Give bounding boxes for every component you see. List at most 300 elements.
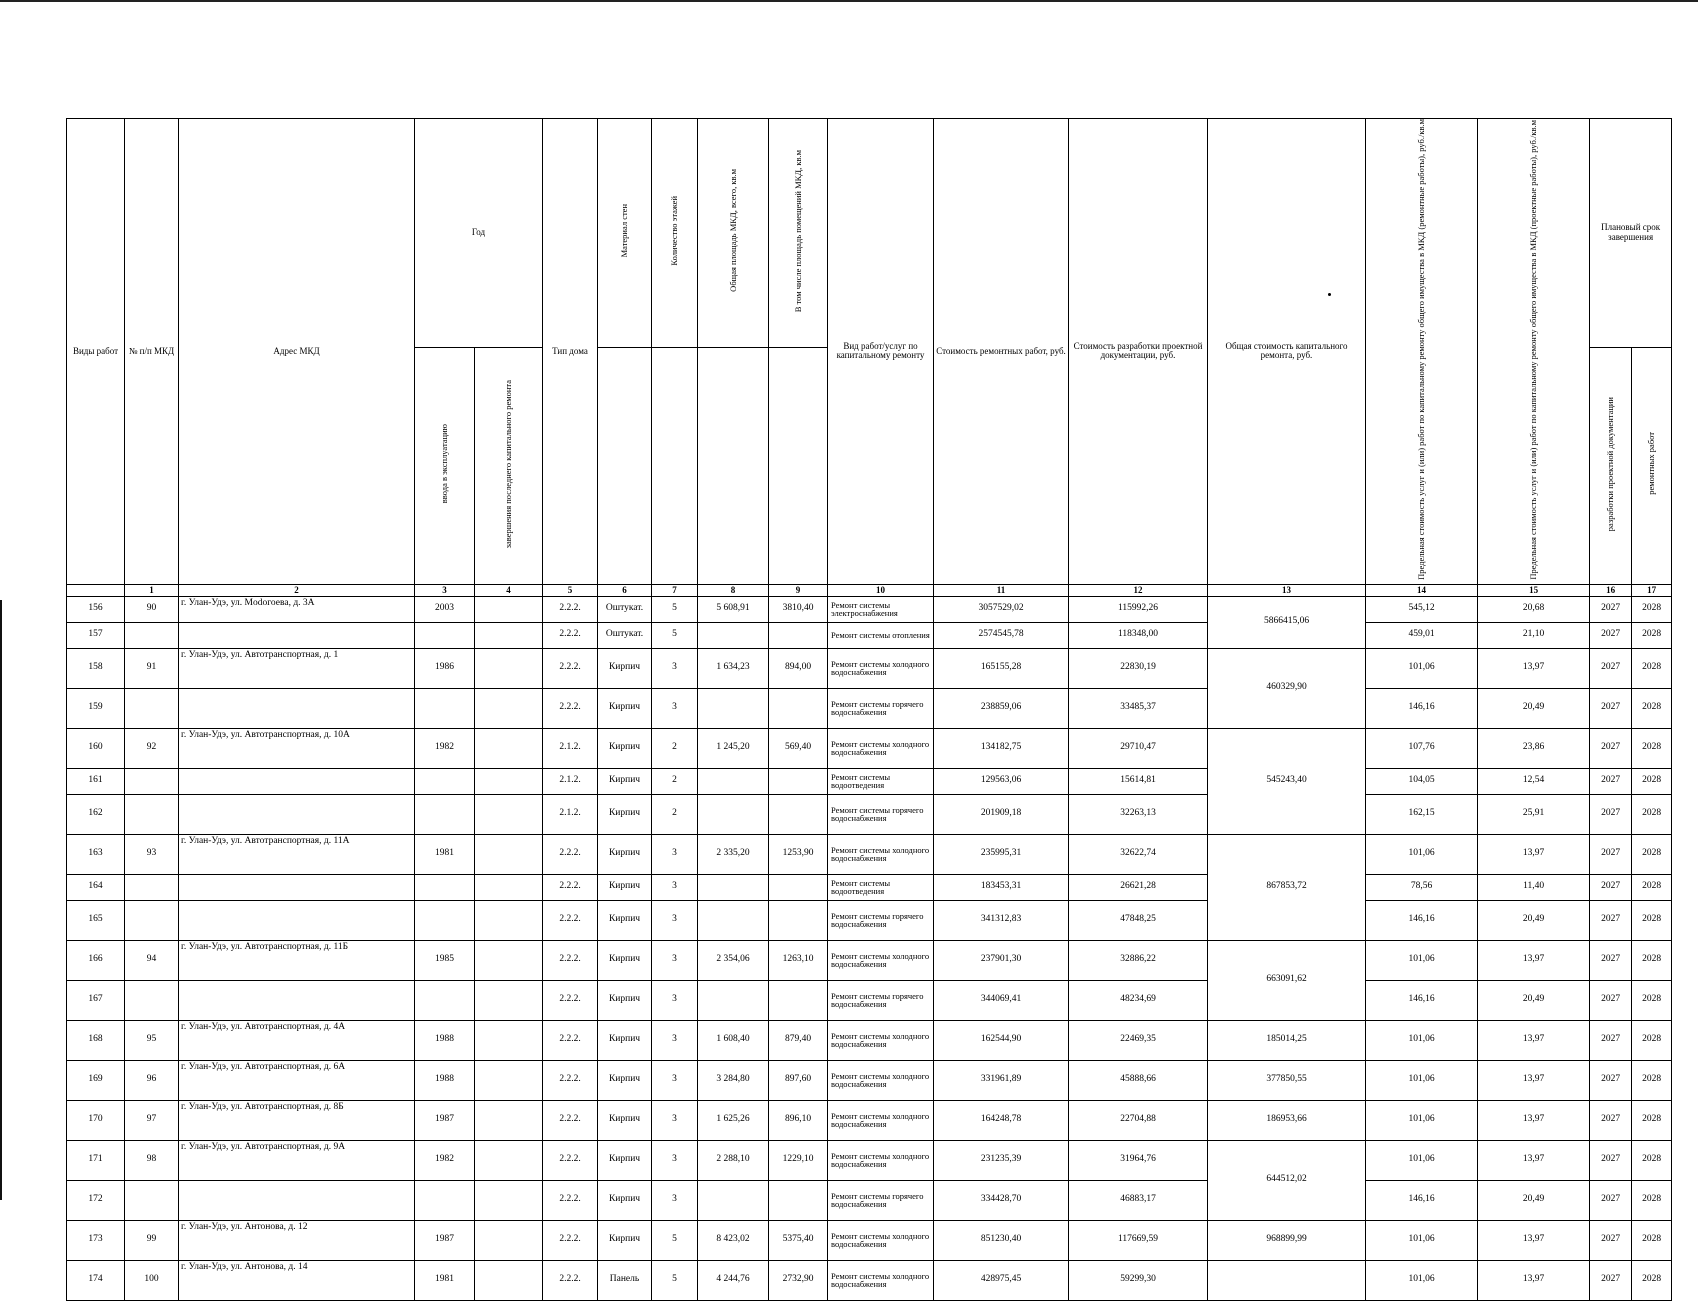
table-row — [67, 940, 1672, 980]
last-repair-cell — [475, 794, 543, 834]
total-cost-cell: 968899,99 — [1208, 1220, 1366, 1260]
year-built-cell — [415, 622, 475, 648]
row-number-cell: 167 — [67, 980, 125, 1020]
premises-area-cell: 569,40 — [769, 728, 828, 768]
deadline-design-cell: 2027 — [1590, 596, 1632, 622]
limit-repair-cell: 101,06 — [1366, 1220, 1478, 1260]
table-row — [67, 688, 1672, 728]
work-type-cell: Ремонт системы холодного водоснабжения — [828, 1060, 934, 1100]
year-built-cell: 2003 — [415, 596, 475, 622]
year-built-cell: 1982 — [415, 1140, 475, 1180]
wall-material-cell: Панель — [598, 1260, 652, 1300]
limit-design-cell: 13,97 — [1478, 1060, 1590, 1100]
last-repair-cell — [475, 900, 543, 940]
premises-area-cell — [769, 980, 828, 1020]
address-cell: г. Улан-Удэ, ул. Modогоева, д. 3А — [179, 596, 415, 622]
deadline-design-cell: 2027 — [1590, 1060, 1632, 1100]
deadline-repair-cell: 2028 — [1632, 980, 1672, 1020]
deadline-design-cell: 2027 — [1590, 980, 1632, 1020]
header-pred-proekt-cell — [1478, 119, 1590, 585]
col-num: 8 — [698, 584, 769, 596]
floors-cell: 3 — [652, 1060, 698, 1100]
deadline-repair-cell: 2028 — [1632, 1260, 1672, 1300]
table-row — [67, 648, 1672, 688]
address-cell: г. Улан-Удэ, ул. Автотранспортная, д. 4А — [179, 1020, 415, 1060]
deadline-design-cell: 2027 — [1590, 834, 1632, 874]
deadline-repair-cell: 2028 — [1632, 794, 1672, 834]
header-god-vvoda: ввода в эксплуатацию — [439, 424, 450, 504]
work-type-cell: Ремонт системы горячего водоснабжения — [828, 1180, 934, 1220]
deadline-repair-cell: 2028 — [1632, 648, 1672, 688]
table-row — [67, 596, 1672, 622]
floors-cell: 3 — [652, 1140, 698, 1180]
row-number-cell: 169 — [67, 1060, 125, 1100]
limit-design-cell: 25,91 — [1478, 794, 1590, 834]
total-area-cell: 1 245,20 — [698, 728, 769, 768]
deadline-repair-cell: 2028 — [1632, 900, 1672, 940]
deadline-design-cell: 2027 — [1590, 622, 1632, 648]
mkd-number-cell: 100 — [125, 1260, 179, 1300]
floors-cell: 3 — [652, 1100, 698, 1140]
total-area-cell — [698, 688, 769, 728]
total-area-cell: 1 608,40 — [698, 1020, 769, 1060]
limit-repair-cell: 146,16 — [1366, 688, 1478, 728]
limit-design-cell: 20,49 — [1478, 1180, 1590, 1220]
address-cell: г. Улан-Удэ, ул. Автотранспортная, д. 11Б — [179, 940, 415, 980]
total-area-cell — [698, 900, 769, 940]
col-num: 3 — [415, 584, 475, 596]
header-pred-remont-cell — [1366, 119, 1478, 585]
table-row — [67, 834, 1672, 874]
design-cost-cell: 32622,74 — [1069, 834, 1208, 874]
work-type-cell: Ремонт системы горячего водоснабжения — [828, 900, 934, 940]
floors-cell: 3 — [652, 900, 698, 940]
design-cost-cell: 33485,37 — [1069, 688, 1208, 728]
wall-material-cell: Кирпич — [598, 940, 652, 980]
limit-design-cell: 23,86 — [1478, 728, 1590, 768]
last-repair-cell — [475, 834, 543, 874]
wall-material-cell: Кирпич — [598, 980, 652, 1020]
last-repair-cell — [475, 940, 543, 980]
address-cell — [179, 980, 415, 1020]
deadline-repair-cell: 2028 — [1632, 768, 1672, 794]
header-srok-proekt: разработки проектной документации — [1605, 396, 1616, 531]
last-repair-cell — [475, 1220, 543, 1260]
repair-cost-cell: 201909,18 — [934, 794, 1069, 834]
limit-design-cell: 13,97 — [1478, 834, 1590, 874]
address-cell: г. Улан-Удэ, ул. Антонова, д. 12 — [179, 1220, 415, 1260]
header-stoim-proekt: Стоимость разработки проектной документации, руб. — [1069, 119, 1208, 585]
house-type-cell: 2.2.2. — [543, 834, 598, 874]
address-cell: г. Улан-Удэ, ул. Автотранспортная, д. 1 — [179, 648, 415, 688]
limit-repair-cell: 101,06 — [1366, 1100, 1478, 1140]
table-row — [67, 1060, 1672, 1100]
total-area-cell: 3 284,80 — [698, 1060, 769, 1100]
wall-material-cell: Кирпич — [598, 1140, 652, 1180]
total-area-cell — [698, 874, 769, 900]
year-built-cell — [415, 900, 475, 940]
repair-cost-cell: 334428,70 — [934, 1180, 1069, 1220]
total-area-cell: 2 354,06 — [698, 940, 769, 980]
row-number-cell: 164 — [67, 874, 125, 900]
address-cell: г. Улан-Удэ, ул. Автотранспортная, д. 10А — [179, 728, 415, 768]
deadline-repair-cell: 2028 — [1632, 874, 1672, 900]
header-blank-8 — [698, 347, 769, 584]
repair-cost-cell: 3057529,02 — [934, 596, 1069, 622]
repair-cost-cell: 238859,06 — [934, 688, 1069, 728]
total-area-cell: 1 625,26 — [698, 1100, 769, 1140]
total-area-cell — [698, 768, 769, 794]
premises-area-cell — [769, 688, 828, 728]
design-cost-cell: 117669,59 — [1069, 1220, 1208, 1260]
work-type-cell: Ремонт системы электроснабжения — [828, 596, 934, 622]
limit-repair-cell: 101,06 — [1366, 1060, 1478, 1100]
mkd-number-cell: 94 — [125, 940, 179, 980]
mkd-number-cell: 90 — [125, 596, 179, 622]
limit-design-cell: 13,97 — [1478, 1140, 1590, 1180]
limit-repair-cell: 545,12 — [1366, 596, 1478, 622]
deadline-design-cell: 2027 — [1590, 688, 1632, 728]
row-number-cell: 165 — [67, 900, 125, 940]
header-god: Год — [415, 119, 543, 348]
wall-material-cell: Кирпич — [598, 874, 652, 900]
premises-area-cell — [769, 622, 828, 648]
row-number-cell: 166 — [67, 940, 125, 980]
mkd-number-cell — [125, 980, 179, 1020]
col-num: 7 — [652, 584, 698, 596]
header-pred-remont: Предельная стоимость услуг и (или) работ по капитальному ремонту общего имущества в МКД (ремонтные работы), руб./кв.м — [1416, 119, 1427, 580]
deadline-design-cell: 2027 — [1590, 1220, 1632, 1260]
total-area-cell — [698, 794, 769, 834]
row-number-cell: 170 — [67, 1100, 125, 1140]
address-cell — [179, 688, 415, 728]
mkd-number-cell — [125, 622, 179, 648]
header-blank-7 — [652, 347, 698, 584]
row-number-cell: 174 — [67, 1260, 125, 1300]
mkd-number-cell — [125, 900, 179, 940]
row-number-cell: 173 — [67, 1220, 125, 1260]
work-type-cell: Ремонт системы холодного водоснабжения — [828, 1020, 934, 1060]
table-row — [67, 1220, 1672, 1260]
floors-cell: 5 — [652, 622, 698, 648]
deadline-repair-cell: 2028 — [1632, 728, 1672, 768]
work-type-cell: Ремонт системы холодного водоснабжения — [828, 1260, 934, 1300]
premises-area-cell: 894,00 — [769, 648, 828, 688]
last-repair-cell — [475, 1020, 543, 1060]
deadline-design-cell: 2027 — [1590, 874, 1632, 900]
address-cell: г. Улан-Удэ, ул. Антонова, д. 14 — [179, 1260, 415, 1300]
house-type-cell: 2.2.2. — [543, 1060, 598, 1100]
design-cost-cell: 31964,76 — [1069, 1140, 1208, 1180]
col-num: 5 — [543, 584, 598, 596]
col-num: 11 — [934, 584, 1069, 596]
deadline-repair-cell: 2028 — [1632, 1140, 1672, 1180]
house-type-cell: 2.2.2. — [543, 1140, 598, 1180]
wall-material-cell: Оштукат. — [598, 622, 652, 648]
wall-material-cell: Кирпич — [598, 1060, 652, 1100]
limit-repair-cell: 104,05 — [1366, 768, 1478, 794]
design-cost-cell: 115992,26 — [1069, 596, 1208, 622]
floors-cell: 3 — [652, 1020, 698, 1060]
total-cost-cell: 545243,40 — [1208, 728, 1366, 834]
row-number-cell: 161 — [67, 768, 125, 794]
limit-design-cell: 20,49 — [1478, 900, 1590, 940]
table-row — [67, 794, 1672, 834]
work-type-cell: Ремонт системы холодного водоснабжения — [828, 648, 934, 688]
design-cost-cell: 22830,19 — [1069, 648, 1208, 688]
premises-area-cell: 5375,40 — [769, 1220, 828, 1260]
floors-cell: 5 — [652, 1260, 698, 1300]
work-type-cell: Ремонт системы горячего водоснабжения — [828, 980, 934, 1020]
deadline-design-cell: 2027 — [1590, 1100, 1632, 1140]
mkd-number-cell: 92 — [125, 728, 179, 768]
row-number-cell: 158 — [67, 648, 125, 688]
work-type-cell: Ремонт системы горячего водоснабжения — [828, 688, 934, 728]
header-srok-proekt-cell — [1590, 347, 1632, 584]
total-area-cell: 8 423,02 — [698, 1220, 769, 1260]
last-repair-cell — [475, 648, 543, 688]
limit-design-cell: 21,10 — [1478, 622, 1590, 648]
mkd-number-cell — [125, 768, 179, 794]
row-number-cell: 172 — [67, 1180, 125, 1220]
header-ploshad-obsh: Общая площадь МКД, всего, кв.м — [727, 169, 738, 293]
header-stoim-obsh: Общая стоимость капитального ремонта, руб. — [1208, 119, 1366, 585]
deadline-repair-cell: 2028 — [1632, 1060, 1672, 1100]
table-row — [67, 1100, 1672, 1140]
limit-repair-cell: 146,16 — [1366, 1180, 1478, 1220]
premises-area-cell — [769, 794, 828, 834]
deadline-design-cell: 2027 — [1590, 1020, 1632, 1060]
mkd-number-cell: 95 — [125, 1020, 179, 1060]
table-row — [67, 980, 1672, 1020]
address-cell — [179, 874, 415, 900]
col-num: 15 — [1478, 584, 1590, 596]
floors-cell: 5 — [652, 596, 698, 622]
last-repair-cell — [475, 980, 543, 1020]
row-number-cell: 160 — [67, 728, 125, 768]
deadline-repair-cell: 2028 — [1632, 1100, 1672, 1140]
design-cost-cell: 22469,35 — [1069, 1020, 1208, 1060]
year-built-cell: 1981 — [415, 1260, 475, 1300]
house-type-cell: 2.2.2. — [543, 900, 598, 940]
last-repair-cell — [475, 874, 543, 900]
design-cost-cell: 26621,28 — [1069, 874, 1208, 900]
year-built-cell: 1981 — [415, 834, 475, 874]
floors-cell: 3 — [652, 940, 698, 980]
work-type-cell: Ремонт системы горячего водоснабжения — [828, 794, 934, 834]
header-ploshad-pom-cell — [769, 119, 828, 348]
premises-area-cell: 3810,40 — [769, 596, 828, 622]
premises-area-cell: 2732,90 — [769, 1260, 828, 1300]
premises-area-cell — [769, 874, 828, 900]
floors-cell: 2 — [652, 768, 698, 794]
wall-material-cell: Кирпич — [598, 834, 652, 874]
floors-cell: 2 — [652, 794, 698, 834]
total-area-cell: 5 608,91 — [698, 596, 769, 622]
year-built-cell — [415, 768, 475, 794]
total-area-cell — [698, 1180, 769, 1220]
work-type-cell: Ремонт системы отопления — [828, 622, 934, 648]
design-cost-cell: 59299,30 — [1069, 1260, 1208, 1300]
row-number-cell: 171 — [67, 1140, 125, 1180]
last-repair-cell — [475, 1260, 543, 1300]
total-cost-cell: 5866415,06 — [1208, 596, 1366, 648]
total-area-cell: 1 634,23 — [698, 648, 769, 688]
repair-cost-cell: 231235,39 — [934, 1140, 1069, 1180]
table-row — [67, 1260, 1672, 1300]
col-num: 6 — [598, 584, 652, 596]
premises-area-cell: 1253,90 — [769, 834, 828, 874]
floors-cell: 5 — [652, 1220, 698, 1260]
repair-cost-cell: 341312,83 — [934, 900, 1069, 940]
deadline-repair-cell: 2028 — [1632, 834, 1672, 874]
address-cell: г. Улан-Удэ, ул. Автотранспортная, д. 8Б — [179, 1100, 415, 1140]
year-built-cell: 1988 — [415, 1020, 475, 1060]
mkd-number-cell: 99 — [125, 1220, 179, 1260]
floors-cell: 3 — [652, 874, 698, 900]
header-srok: Плановый срок завершения — [1590, 119, 1672, 348]
house-type-cell: 2.1.2. — [543, 794, 598, 834]
year-built-cell — [415, 980, 475, 1020]
last-repair-cell — [475, 768, 543, 794]
header-etazhi-cell — [652, 119, 698, 348]
year-built-cell — [415, 794, 475, 834]
house-type-cell: 2.2.2. — [543, 1020, 598, 1060]
address-cell: г. Улан-Удэ, ул. Автотранспортная, д. 11А — [179, 834, 415, 874]
last-repair-cell — [475, 1180, 543, 1220]
mkd-number-cell — [125, 1180, 179, 1220]
limit-design-cell: 13,97 — [1478, 1220, 1590, 1260]
deadline-repair-cell: 2028 — [1632, 1020, 1672, 1060]
table-row — [67, 1140, 1672, 1180]
address-cell — [179, 794, 415, 834]
mkd-number-cell — [125, 688, 179, 728]
year-built-cell: 1987 — [415, 1100, 475, 1140]
deadline-design-cell: 2027 — [1590, 1140, 1632, 1180]
table-row — [67, 768, 1672, 794]
house-type-cell: 2.2.2. — [543, 622, 598, 648]
limit-repair-cell: 162,15 — [1366, 794, 1478, 834]
repair-cost-cell: 331961,89 — [934, 1060, 1069, 1100]
house-type-cell: 2.2.2. — [543, 648, 598, 688]
deadline-design-cell: 2027 — [1590, 728, 1632, 768]
row-number-cell: 163 — [67, 834, 125, 874]
limit-repair-cell: 101,06 — [1366, 1020, 1478, 1060]
house-type-cell: 2.2.2. — [543, 596, 598, 622]
col-num: 17 — [1632, 584, 1672, 596]
total-cost-cell: 186953,66 — [1208, 1100, 1366, 1140]
wall-material-cell: Кирпич — [598, 768, 652, 794]
col-num-blank — [67, 584, 125, 596]
premises-area-cell: 897,60 — [769, 1060, 828, 1100]
last-repair-cell — [475, 728, 543, 768]
header-srok-remont: ремонтных работ — [1646, 432, 1657, 496]
limit-design-cell: 12,54 — [1478, 768, 1590, 794]
last-repair-cell — [475, 1100, 543, 1140]
deadline-design-cell: 2027 — [1590, 648, 1632, 688]
last-repair-cell — [475, 1060, 543, 1100]
limit-design-cell: 20,49 — [1478, 688, 1590, 728]
repair-cost-cell: 162544,90 — [934, 1020, 1069, 1060]
limit-repair-cell: 101,06 — [1366, 648, 1478, 688]
mkd-number-cell: 96 — [125, 1060, 179, 1100]
table-row — [67, 1180, 1672, 1220]
floors-cell: 3 — [652, 688, 698, 728]
limit-repair-cell: 101,06 — [1366, 940, 1478, 980]
work-type-cell: Ремонт системы холодного водоснабжения — [828, 728, 934, 768]
deadline-design-cell: 2027 — [1590, 940, 1632, 980]
col-num: 9 — [769, 584, 828, 596]
floors-cell: 3 — [652, 834, 698, 874]
deadline-repair-cell: 2028 — [1632, 688, 1672, 728]
limit-design-cell: 20,49 — [1478, 980, 1590, 1020]
total-area-cell — [698, 980, 769, 1020]
repair-cost-cell: 237901,30 — [934, 940, 1069, 980]
house-type-cell: 2.2.2. — [543, 1220, 598, 1260]
year-built-cell: 1986 — [415, 648, 475, 688]
total-area-cell: 4 244,76 — [698, 1260, 769, 1300]
mkd-number-cell: 93 — [125, 834, 179, 874]
header-blank-6 — [598, 347, 652, 584]
header-material-cell — [598, 119, 652, 348]
house-type-cell: 2.2.2. — [543, 874, 598, 900]
total-cost-cell: 185014,25 — [1208, 1020, 1366, 1060]
house-type-cell: 2.2.2. — [543, 980, 598, 1020]
address-cell — [179, 768, 415, 794]
address-cell: г. Улан-Удэ, ул. Автотранспортная, д. 6А — [179, 1060, 415, 1100]
last-repair-cell — [475, 1140, 543, 1180]
wall-material-cell: Кирпич — [598, 648, 652, 688]
col-num: 10 — [828, 584, 934, 596]
house-type-cell: 2.2.2. — [543, 688, 598, 728]
repair-cost-cell: 129563,06 — [934, 768, 1069, 794]
limit-design-cell: 13,97 — [1478, 1260, 1590, 1300]
mkd-number-cell — [125, 874, 179, 900]
premises-area-cell — [769, 768, 828, 794]
work-type-cell: Ремонт системы холодного водоснабжения — [828, 1140, 934, 1180]
table-row — [67, 900, 1672, 940]
mkd-number-cell — [125, 794, 179, 834]
work-type-cell: Ремонт системы водоотведения — [828, 768, 934, 794]
limit-repair-cell: 146,16 — [1366, 900, 1478, 940]
total-cost-cell: 644512,02 — [1208, 1140, 1366, 1220]
address-cell — [179, 900, 415, 940]
floors-cell: 3 — [652, 980, 698, 1020]
deadline-design-cell: 2027 — [1590, 1260, 1632, 1300]
limit-repair-cell: 101,06 — [1366, 1140, 1478, 1180]
wall-material-cell: Кирпич — [598, 1180, 652, 1220]
col-num: 2 — [179, 584, 415, 596]
deadline-repair-cell: 2028 — [1632, 1180, 1672, 1220]
repair-cost-cell: 428975,45 — [934, 1260, 1069, 1300]
table-row — [67, 728, 1672, 768]
wall-material-cell: Кирпич — [598, 728, 652, 768]
header-blank-9 — [769, 347, 828, 584]
repair-cost-cell: 165155,28 — [934, 648, 1069, 688]
limit-design-cell: 11,40 — [1478, 874, 1590, 900]
wall-material-cell: Кирпич — [598, 900, 652, 940]
design-cost-cell: 47848,25 — [1069, 900, 1208, 940]
limit-design-cell: 13,97 — [1478, 1100, 1590, 1140]
repair-cost-cell: 2574545,78 — [934, 622, 1069, 648]
house-type-cell: 2.2.2. — [543, 1100, 598, 1140]
header-god-vvoda-cell — [415, 347, 475, 584]
repair-cost-cell: 164248,78 — [934, 1100, 1069, 1140]
header-address: Адрес МКД — [179, 119, 415, 585]
row-number-cell: 162 — [67, 794, 125, 834]
header-pred-proekt: Предельная стоимость услуг и (или) работ по капитальному ремонту общего имущества в МКД (проектные работы), руб./кв.м — [1528, 119, 1539, 580]
house-type-cell: 2.2.2. — [543, 940, 598, 980]
